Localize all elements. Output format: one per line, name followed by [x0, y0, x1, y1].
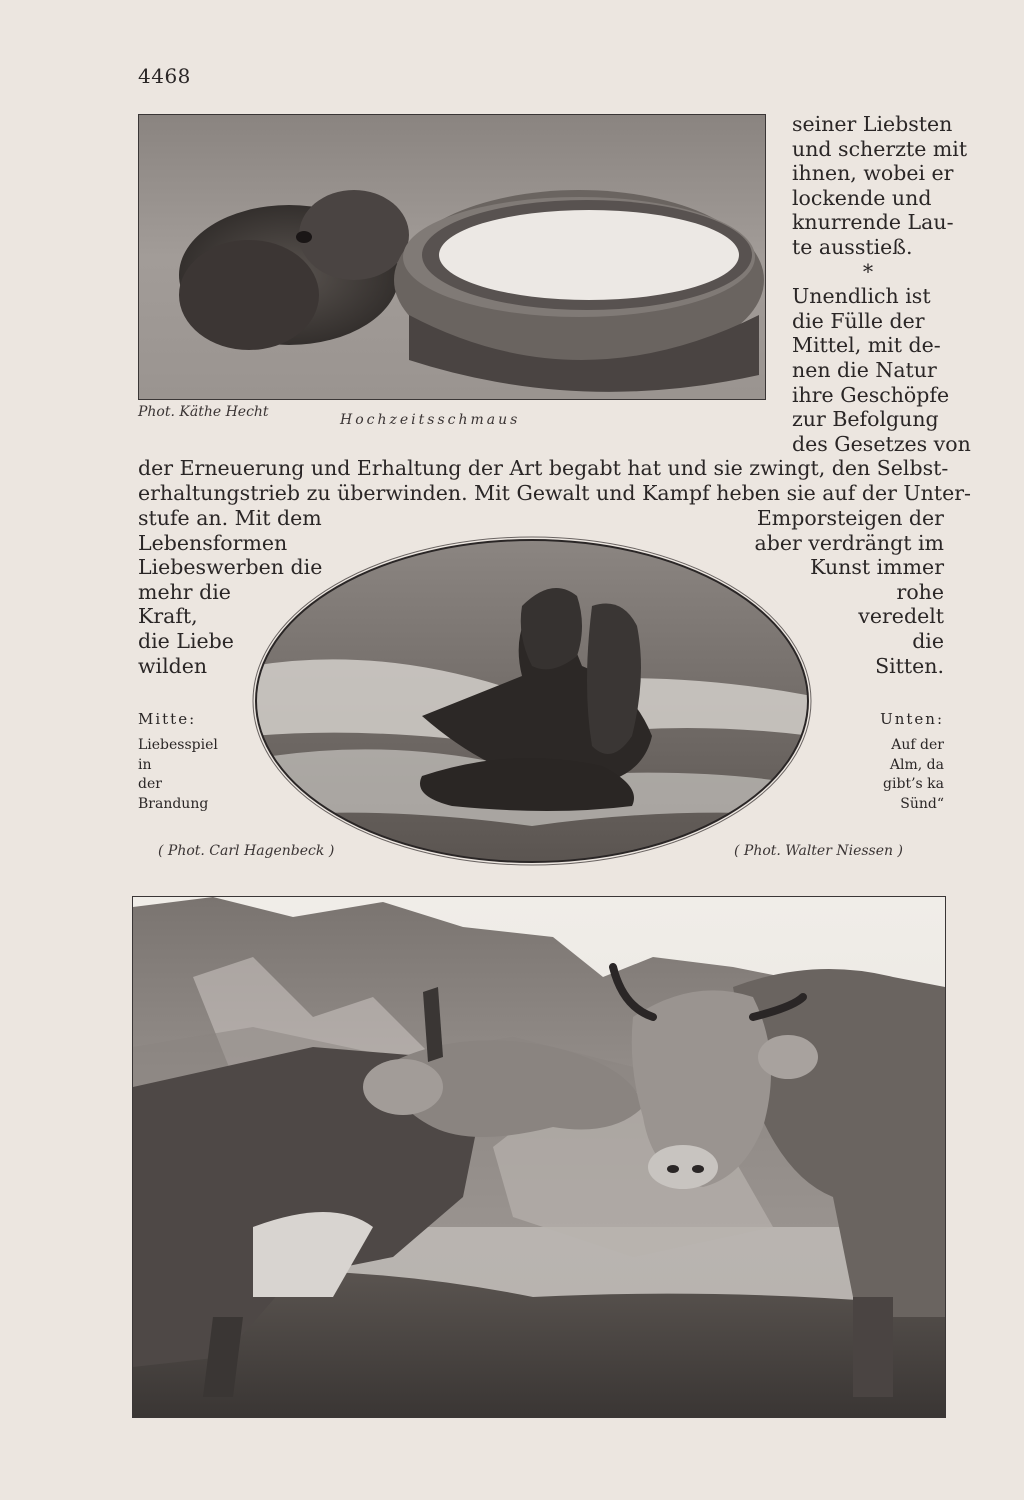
- text-line: des Gesetzes von: [792, 431, 971, 456]
- caption-middle-text: [138, 736, 218, 814]
- text-line: Kraft,: [138, 604, 198, 629]
- text-line: rohe: [896, 579, 944, 604]
- text-line: Kunst immer: [810, 555, 944, 580]
- text-line: ihnen, wobei er: [792, 161, 954, 186]
- text-line: Emporsteigen der: [756, 506, 944, 530]
- text-line: mehr die: [138, 579, 231, 604]
- caption-middle-title: Mitte:: [138, 710, 197, 728]
- photo-credit-hagenbeck: ( Phot. Carl Hagenbeck ): [158, 843, 335, 859]
- text-line: die Liebe: [138, 628, 234, 653]
- caption-line: gibt’s ka: [883, 776, 944, 792]
- text-line: stufe an. Mit dem: [138, 506, 322, 530]
- text-line: die Fülle der: [792, 308, 925, 333]
- text-line: Mittel, mit de-: [792, 333, 941, 358]
- text-line: aber verdrängt im: [754, 530, 944, 555]
- photo-seals-oval: [252, 536, 812, 866]
- text-line: te ausstieß.: [792, 234, 913, 259]
- caption-line: der: [138, 776, 162, 792]
- text-line: der Erneuerung und Erhaltung der Art begabt hat und sie zwingt, den Selbst-: [138, 456, 949, 480]
- cows-mountain-image: [133, 897, 945, 1417]
- caption-line: in: [138, 756, 152, 773]
- caption-line: Liebesspiel: [138, 737, 218, 753]
- seals-surf-image: [252, 536, 812, 866]
- text-line: die: [912, 628, 944, 653]
- page-number: 4468: [138, 64, 191, 88]
- caption-line: Sünd“: [900, 795, 944, 812]
- text-line: ihre Geschöpfe: [792, 382, 950, 407]
- text-line: nen die Natur: [792, 357, 937, 382]
- caption-bottom-title: Unten:: [880, 710, 944, 728]
- photo-cows-alm: [132, 896, 946, 1418]
- photo-wedding-feast: [138, 114, 766, 400]
- text-line: Lebensformen: [138, 530, 288, 555]
- caption-line: Auf der: [891, 737, 944, 753]
- caption-line: Alm, da: [889, 756, 944, 773]
- caption-line: Brandung: [138, 795, 209, 812]
- guinea-pigs-bowl-image: [139, 115, 765, 399]
- text-line: veredelt: [858, 604, 944, 629]
- text-line: und scherzte mit: [792, 136, 968, 161]
- text-line: zur Befolgung: [792, 407, 939, 432]
- text-line: Unendlich ist: [792, 284, 931, 309]
- text-line: lockende und: [792, 185, 932, 210]
- asterisk-separator: *: [862, 259, 874, 284]
- right-column-text: [792, 112, 971, 456]
- text-line: seiner Liebsten: [792, 112, 953, 136]
- photo-credit-niessen: ( Phot. Walter Niessen ): [734, 843, 903, 859]
- text-line: erhaltungstrieb zu überwinden. Mit Gewalt und Kampf heben sie auf der Unter-: [138, 480, 971, 505]
- caption-bottom-text: [883, 736, 944, 814]
- text-line: Sitten.: [875, 653, 944, 678]
- text-line: Liebeswerben die: [138, 555, 323, 580]
- photo-caption-wedding-feast: Hochzeitsschmaus: [340, 412, 521, 428]
- photo-credit-hecht: Phot. Käthe Hecht: [138, 404, 269, 420]
- text-line: wilden: [138, 653, 208, 678]
- text-line: knurrende Lau-: [792, 210, 954, 235]
- full-width-paragraph: [138, 456, 971, 505]
